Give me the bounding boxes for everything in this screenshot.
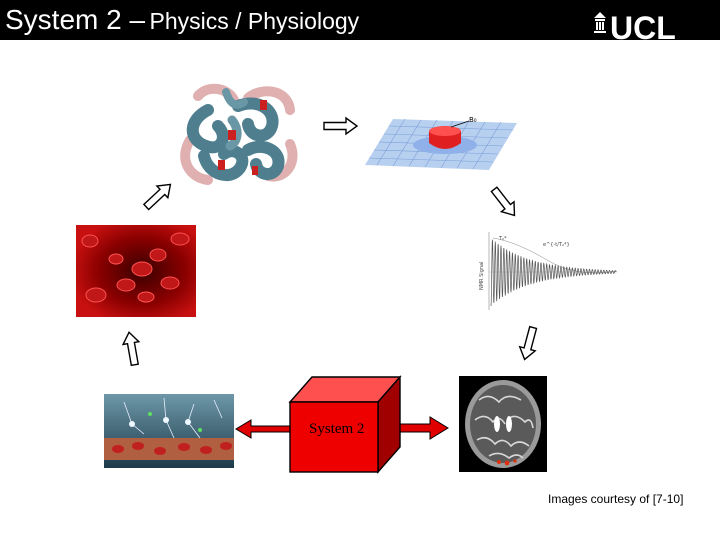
t2-label: T₂*: [499, 236, 507, 242]
red-arrow-left: [236, 420, 292, 438]
ucl-logo-text: UCL: [610, 10, 676, 40]
red-arrow-right: [398, 417, 448, 439]
title-sub: Physics / Physiology: [149, 8, 360, 34]
title-main: System 2 –: [5, 4, 146, 35]
nmr-ylabel: NMR Signal: [479, 261, 485, 290]
image-credit-caption: Images courtesy of [7-10]: [548, 492, 684, 506]
arrow-up-hollow: [121, 331, 142, 366]
b0-label: B₀: [469, 116, 477, 124]
arrow-up-right-hollow: [141, 179, 176, 213]
cube-label: System 2: [309, 421, 365, 437]
arrow-down-right-hollow: [488, 184, 521, 220]
decay-label: e^{-t/T₂*}: [543, 242, 570, 248]
arrow-down-left-hollow: [517, 325, 541, 361]
arrow-right-hollow: [324, 118, 357, 134]
